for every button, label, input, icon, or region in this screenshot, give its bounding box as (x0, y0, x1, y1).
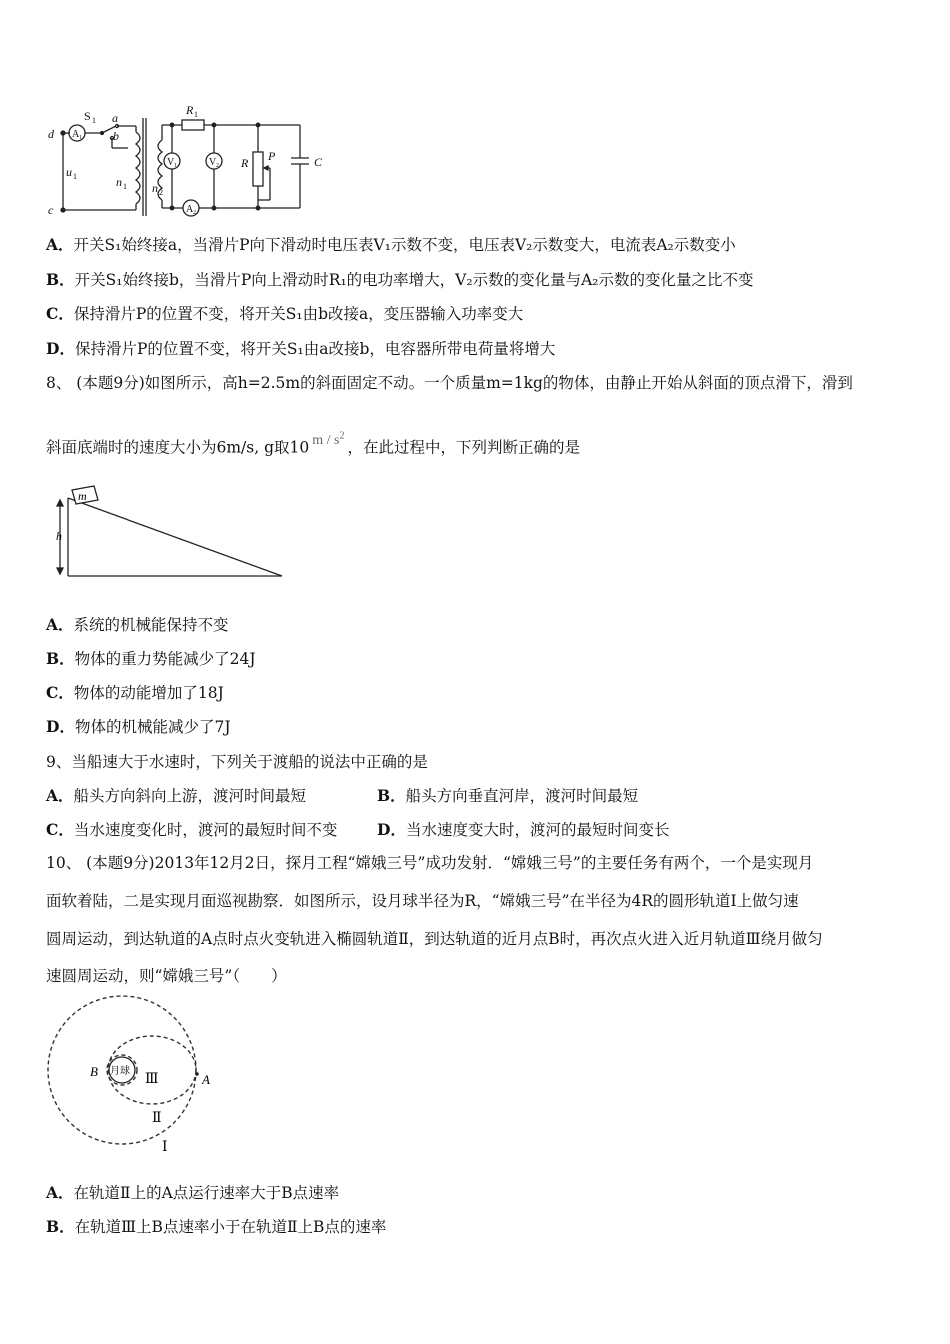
q10-option-a (46, 1182, 339, 1204)
label-c-cap: C (314, 155, 323, 169)
option-text: 当水速度变化时，渡河的最短时间不变 (73, 821, 338, 839)
q10-stem-line2 (46, 890, 799, 912)
option-text: 在轨道Ⅱ上的A点运行速率大于B点速率 (73, 1184, 340, 1202)
orbit-figure (42, 995, 232, 1160)
option-letter: B． (377, 786, 406, 805)
q8-option-a (46, 614, 229, 636)
option-text: 保持滑片P的位置不变，将开关S₁由a改接b，电容器所带电荷量将增大 (74, 340, 556, 358)
q7-option-c (46, 303, 523, 325)
q9-option-c (46, 819, 337, 841)
meter-a2: A (186, 204, 194, 215)
moon-label: 月球 (110, 1066, 130, 1077)
meter-v1: V (167, 157, 175, 168)
label-u1-sub: 1 (73, 172, 77, 181)
label-h: h (56, 529, 62, 543)
q9-stem-text: 9、当船速大于水速时，下列关于渡船的说法中正确的是 (46, 753, 428, 771)
orbit-diagram (42, 995, 232, 1160)
q8-stem-post: ，在此过程中，下列判断正确的是 (347, 438, 580, 457)
q7-option-a (46, 234, 736, 256)
option-text: 船头方向垂直河岸，渡河时间最短 (405, 787, 639, 805)
meter-a1: A (72, 129, 80, 140)
option-letter: A． (46, 1183, 74, 1202)
option-text: 保持滑片P的位置不变，将开关S₁由b改接a，变压器输入功率变大 (73, 305, 524, 323)
option-letter: B． (46, 270, 75, 289)
q8-stem-text: 8、 (本题9分)如图所示，高h=2.5m的斜面固定不动。一个质量m=1kg的物体，由静止开始从斜面的顶点滑下，滑到 (46, 374, 853, 392)
option-letter: C． (46, 304, 74, 323)
label-orbit-iii: Ⅲ (145, 1072, 159, 1087)
option-text: 物体的重力势能减少了24J (74, 650, 256, 668)
q8-stem-line1 (46, 372, 853, 394)
option-letter: B． (46, 1217, 75, 1236)
meter-v1-sub: 1 (174, 163, 177, 169)
q8-option-c (46, 682, 224, 704)
label-u1: u (66, 165, 72, 179)
option-letter: A． (46, 615, 74, 634)
label-orbit-i: Ⅰ (162, 1140, 168, 1155)
option-text: 开关S₁始终接a，当滑片P向下滑动时电压表V₁示数不变，电压表V₂示数变大，电流表A₂示数变小 (73, 236, 736, 254)
label-m: m (78, 489, 87, 503)
q8-unit-sup: 2 (339, 430, 345, 441)
q10-option-b (46, 1216, 386, 1238)
label-orbit-ii: Ⅱ (152, 1111, 162, 1126)
option-text: 船头方向斜向上游，渡河时间最短 (73, 787, 307, 805)
label-n2-sub: 2 (159, 188, 163, 197)
option-letter: C． (46, 820, 74, 839)
option-letter: D． (46, 717, 75, 736)
meter-a1-sub: 1 (79, 135, 82, 141)
label-a: A (202, 1072, 210, 1087)
incline-diagram (46, 480, 296, 585)
label-r1: R (186, 103, 194, 117)
q10-stem-text: 面软着陆，二是实现月面巡视勘察．如图所示，设月球半径为R，“嫦娥三号”在半径为4R的圆形轨道Ⅰ上做匀速 (46, 892, 799, 910)
label-s1: S (84, 109, 91, 123)
q8-unit-text: m / s (312, 432, 340, 448)
option-text: 当水速度变大时，渡河的最短时间变长 (405, 821, 670, 839)
q10-stem-line1 (46, 852, 813, 874)
q9-option-a (46, 785, 306, 807)
label-b: b (113, 129, 119, 143)
incline-figure (46, 480, 296, 585)
q8-stem-pre: 斜面底端时的速度大小为6m/s, g取10 (46, 438, 310, 457)
q10-stem-text: 10、 (本题9分)2013年12月2日，探月工程“嫦娥三号”成功发射．“嫦娥三号”的主要任务有两个，一个是实现月 (46, 854, 814, 872)
option-text: 物体的机械能减少了7J (74, 718, 231, 736)
q9-option-d (377, 819, 669, 841)
q7-option-d (46, 338, 555, 360)
circuit-diagram (40, 100, 340, 225)
option-letter: A． (46, 235, 74, 254)
label-d: d (48, 127, 54, 141)
label-c: c (48, 203, 54, 217)
label-b: B (90, 1064, 98, 1079)
q8-option-d (46, 716, 231, 738)
label-p: P (268, 149, 276, 163)
q8-unit (309, 430, 347, 448)
q8-stem-line2 (46, 430, 580, 461)
meter-a2-sub: 2 (193, 210, 196, 216)
label-n1-sub: 1 (123, 182, 127, 191)
option-text: 在轨道Ⅲ上B点速率小于在轨道Ⅱ上B点的速率 (74, 1218, 387, 1236)
label-r: R (241, 156, 249, 170)
label-s1-sub: 1 (92, 116, 96, 125)
option-letter: D． (377, 820, 406, 839)
q8-option-b (46, 648, 256, 670)
option-letter: C． (46, 683, 74, 702)
q9-stem (46, 751, 428, 773)
q7-option-b (46, 269, 754, 291)
label-r1-sub: 1 (194, 110, 198, 119)
q10-stem-line4 (46, 965, 287, 987)
meter-v2: V (209, 157, 217, 168)
q9-option-b (377, 785, 638, 807)
label-a: a (112, 111, 118, 125)
q10-stem-line3 (46, 928, 823, 950)
meter-v2-sub: 2 (216, 163, 219, 169)
q10-stem-text: 速圆周运动，则“嫦娥三号”（ ） (46, 967, 287, 985)
q10-stem-text: 圆周运动，到达轨道的A点时点火变轨进入椭圆轨道Ⅱ，到达轨道的近月点B时，再次点火进入近月轨道Ⅲ绕月做匀 (46, 930, 823, 948)
option-letter: B． (46, 649, 75, 668)
label-n1: n (116, 175, 122, 189)
option-letter: D． (46, 339, 75, 358)
circuit-figure (40, 100, 340, 225)
option-text: 物体的动能增加了18J (73, 684, 224, 702)
option-letter: A． (46, 786, 74, 805)
option-text: 系统的机械能保持不变 (73, 616, 229, 634)
option-text: 开关S₁始终接b，当滑片P向上滑动时R₁的电功率增大，V₂示数的变化量与A₂示数的变化量之比不变 (74, 271, 754, 289)
label-n2: n (152, 181, 158, 195)
